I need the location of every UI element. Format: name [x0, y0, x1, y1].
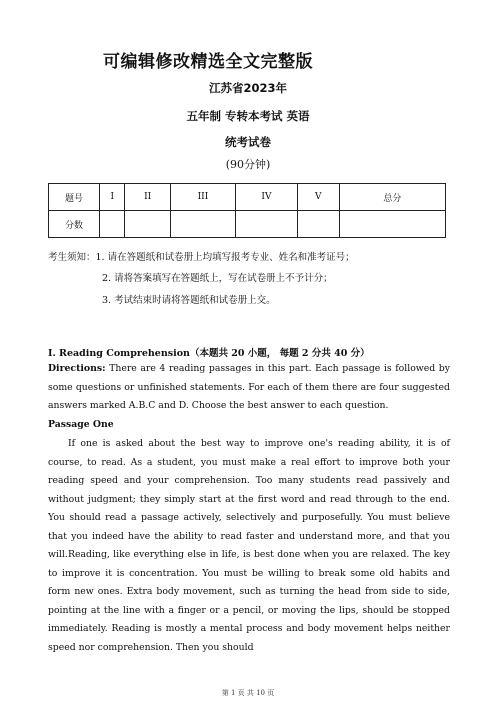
exam-year-title: 江苏省2023年	[208, 81, 287, 95]
notice-item-3: 3. 考试结束时请将答题纸和试卷册上交。	[102, 295, 276, 306]
directions-label: Directions:	[48, 363, 106, 374]
score-cell	[297, 211, 339, 238]
exam-paper-title: 统考试卷	[225, 135, 271, 149]
score-cell	[170, 211, 235, 238]
notice-item-1	[48, 251, 355, 264]
notice-label: 考生须知：	[48, 252, 96, 263]
score-cell	[236, 211, 298, 238]
table-cell: 总分	[339, 184, 445, 211]
page-footer: 第 1 页 共 10 页	[221, 689, 275, 697]
table-cell: 分数	[49, 211, 100, 238]
table-cell: IV	[236, 184, 298, 211]
directions-paragraph	[48, 360, 450, 416]
passage-paragraph-2: Reading, like everything else in life, is best done when you are relaxed. The key to improve it is concentration. You must be willing to break some old habits and form new ones. Extra body movement, such as turning the head from side to side, pointing at the line with a finger or a pencil, or moving the lips, should be stopped immediately. Reading is mostly a mental process and body movement helps neither speed nor comprehension. Then you should	[48, 549, 450, 653]
table-cell: V	[297, 184, 339, 211]
notice-text: 1. 请在答题纸和试卷册上均填写报考专业、姓名和准考证号；	[95, 252, 355, 263]
table-cell: 题号	[49, 184, 100, 211]
notice-item-2: 2. 请将答案填写在答题纸上，写在试卷册上不予计分；	[102, 273, 333, 284]
score-cell	[100, 211, 125, 238]
directions-text: There are 4 reading passages in this part. Each passage is followed by some questions or unfinished statements. For each of them there are four suggested answers marked A.B.C and D. Choose the best answer to each question.	[48, 363, 450, 411]
table-cell: I	[100, 184, 125, 211]
score-table	[48, 183, 446, 238]
passage-label: Passage One	[48, 419, 114, 430]
exam-duration: (90分钟)	[225, 158, 271, 171]
passage-paragraph-1: If one is asked about the best way to improve one's reading ability, it is of course, to read. As a student, you must make a real effort to improve both your reading speed and your comprehension. Too many students read passively and without judgment; they simply start at the first word and read through to the end. You should read a passage actively, selectively and purposefully. You must believe that you indeed have the ability to read faster and understand more, and that you will.	[48, 438, 450, 560]
score-table-score-row	[49, 211, 446, 238]
document-banner: 可编辑修改精选全文完整版	[103, 52, 313, 72]
score-table-header-row	[49, 184, 446, 211]
exam-name-title: 五年制 专转本考试 英语	[186, 109, 310, 123]
table-cell: II	[125, 184, 170, 211]
section-title: I. Reading Comprehension（本题共 20 小题， 每题 2 分共 40 分）	[48, 348, 370, 359]
score-cell	[339, 211, 445, 238]
score-cell	[125, 211, 170, 238]
table-cell: III	[170, 184, 235, 211]
